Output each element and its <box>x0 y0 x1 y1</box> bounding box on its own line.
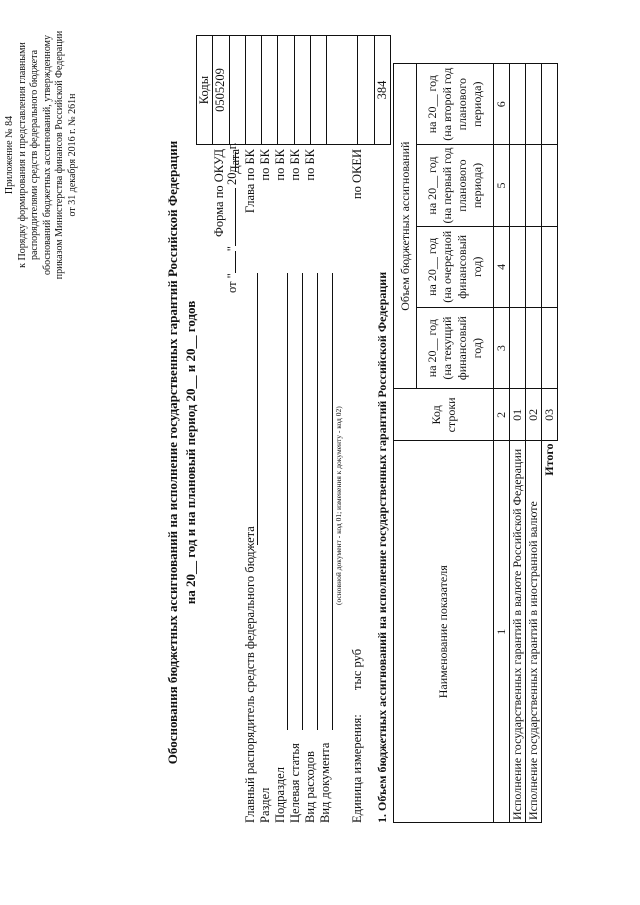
approval-line: к Порядку формирования и представления главными <box>16 42 28 268</box>
value-cell[interactable] <box>526 307 542 388</box>
approval-line: Приложение № 84 <box>4 115 15 195</box>
value-cell[interactable] <box>526 64 542 145</box>
table-row <box>526 64 542 823</box>
date-year: 20 <box>225 172 239 185</box>
razdel-code <box>262 36 278 145</box>
podrazdel-bk-label: по БК <box>273 149 287 181</box>
approval-line: от 31 декабря 2016 г. № 261н <box>66 93 78 217</box>
celevaya-code <box>294 36 310 145</box>
col-y3-header: на 20__ год (на первый год планового периода) <box>417 145 494 226</box>
col-number: 3 <box>494 307 510 388</box>
glava-label: Глава по БК <box>243 149 257 214</box>
row-name: Исполнение государственных гарантий в иностранной валюте <box>526 441 542 823</box>
value-cell[interactable] <box>542 145 558 226</box>
codes-header: Коды <box>197 36 213 145</box>
okud-label: Форма по ОКУД <box>212 149 226 237</box>
col-number: 6 <box>494 64 510 145</box>
okud-code: 0505209 <box>213 36 229 145</box>
razdel-bk-label: по БК <box>258 149 272 181</box>
total-row <box>542 64 558 823</box>
podrazdel-label: Подраздел <box>273 767 287 823</box>
glava-code <box>245 36 261 145</box>
col-number: 5 <box>494 145 510 226</box>
approval-header <box>4 5 79 305</box>
value-cell[interactable] <box>526 226 542 307</box>
total-label: Итого <box>542 441 558 823</box>
date-code <box>229 36 245 145</box>
vid-dokumenta-code <box>327 36 358 145</box>
vid-rashodov-bk-label: по БК <box>303 149 317 181</box>
date-mid: " <box>225 246 239 252</box>
unit-label: Единица измерения: <box>350 714 364 823</box>
podrazdel-code <box>278 36 294 145</box>
date-suffix: г. <box>225 142 239 150</box>
total-code: 03 <box>542 389 558 441</box>
vid-dokumenta-line <box>332 273 333 730</box>
value-cell[interactable] <box>510 307 526 388</box>
blank-code <box>358 36 374 145</box>
col-name-header: Наименование показателя <box>394 441 494 823</box>
value-cell[interactable] <box>542 226 558 307</box>
col-code-header: Код строки <box>394 389 494 441</box>
celevaya-label: Целевая статья <box>288 743 302 823</box>
vid-rashodov-code <box>311 36 327 145</box>
value-cell[interactable] <box>510 145 526 226</box>
table-row <box>510 64 526 823</box>
approval-line: обоснований бюджетных ассигнований, утвержденному <box>41 35 53 275</box>
doc-hint: (основной документ - код 01; изменения к документу - код 02) <box>334 406 343 605</box>
value-cell[interactable] <box>526 145 542 226</box>
form-subtitle: на 20__ год и на плановый период 20__ и 20__ годов <box>183 300 198 605</box>
row-code: 01 <box>510 389 526 441</box>
value-cell[interactable] <box>510 64 526 145</box>
celevaya-bk-label: по БК <box>288 149 302 181</box>
approval-line: приказом Министерства финансов Российской Федерации <box>54 30 65 280</box>
main-manager-label: Главный распорядитель средств федерального бюджета <box>243 526 257 823</box>
date-prefix: от " <box>225 273 239 293</box>
razdel-label: Раздел <box>258 787 272 823</box>
vid-dokumenta-label: Вид документа <box>318 742 332 823</box>
col-number: 2 <box>494 389 510 441</box>
celevaya-line <box>302 273 303 730</box>
vid-rashodov-line <box>317 273 318 730</box>
main-table <box>393 63 558 823</box>
date-line <box>225 143 240 293</box>
codes-table <box>196 35 391 145</box>
unit-value: тыс руб <box>350 648 364 690</box>
section1-title: 1. Объем бюджетных ассигнований на исполнение государственных гарантий Российской Федерации <box>375 271 389 823</box>
podrazdel-line <box>287 273 288 730</box>
vid-rashodov-label: Вид расходов <box>303 751 317 823</box>
value-cell[interactable] <box>510 226 526 307</box>
value-cell[interactable] <box>542 307 558 388</box>
col-number: 4 <box>494 226 510 307</box>
approval-line: распорядителями средств федерального бюджета <box>29 49 40 261</box>
value-cell[interactable] <box>542 64 558 145</box>
col-y1-header: на 20__ год (на текущий финансовый год) <box>417 307 494 388</box>
row-code: 02 <box>526 389 542 441</box>
date-label: Дата <box>228 149 242 174</box>
volume-header: Объем бюджетных ассигнований <box>394 64 417 389</box>
col-y4-header: на 20__ год (на второй год планового периода) <box>417 64 494 145</box>
form-title: Обоснования бюджетных ассигнований на исполнение государственных гарантий Российской Федерации <box>165 140 180 765</box>
row-name: Исполнение государственных гарантий в валюте Российской Федерации <box>510 441 526 823</box>
main-manager-line <box>257 273 258 545</box>
col-y2-header: на 20__ год (на очередной финансовый год) <box>417 226 494 307</box>
okei-code: 384 <box>374 36 390 145</box>
col-number: 1 <box>494 441 510 823</box>
okei-label: по ОКЕИ <box>350 149 364 200</box>
